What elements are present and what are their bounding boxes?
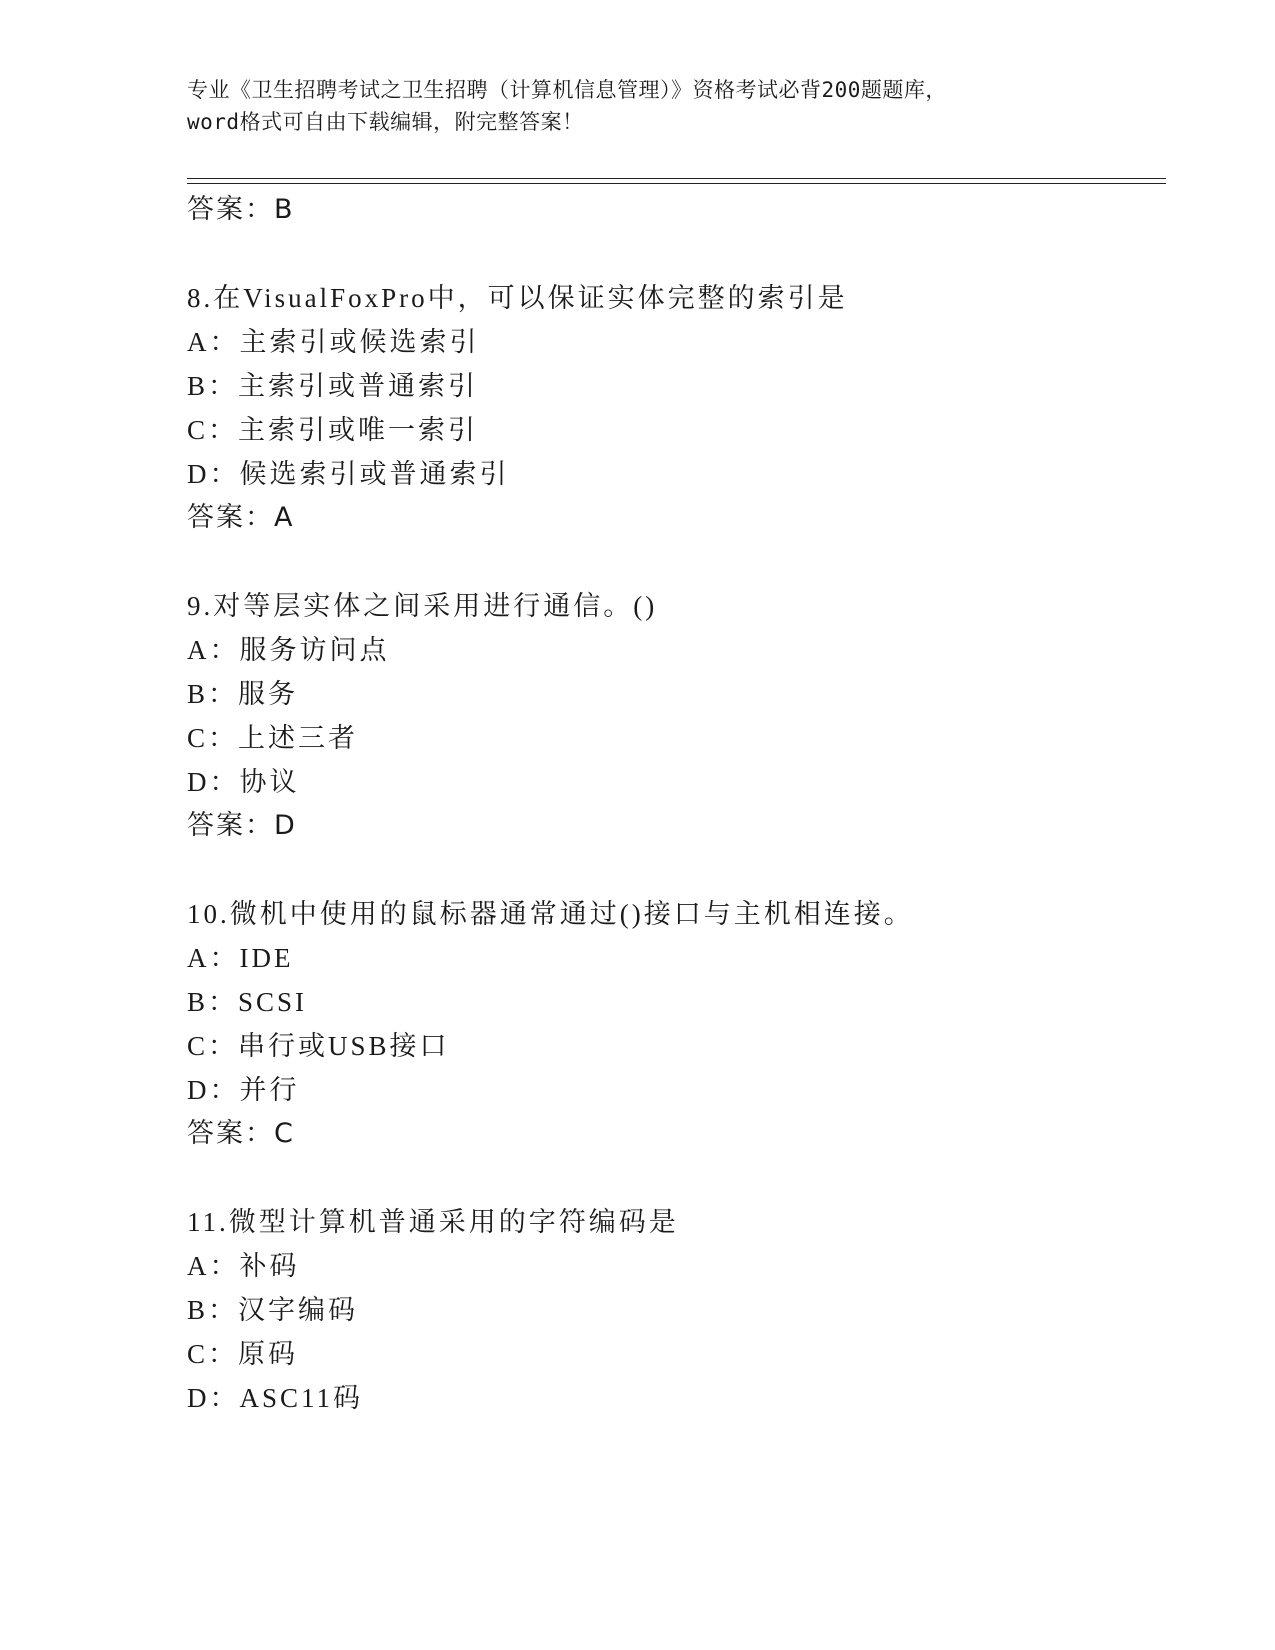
question-9-option-b: B：服务 <box>187 679 299 709</box>
question-11-stem: 11.微型计算机普通采用的字符编码是 <box>187 1207 679 1237</box>
question-8-option-a: A：主索引或候选索引 <box>187 327 480 357</box>
header-divider <box>187 178 1166 184</box>
question-10-option-d: D：并行 <box>187 1075 300 1105</box>
question-9-option-d: D：协议 <box>187 767 300 797</box>
question-11-option-d: D：ASC11码 <box>187 1383 364 1413</box>
question-11-option-b: B：汉字编码 <box>187 1295 359 1325</box>
answer-previous: 答案：B <box>187 194 295 225</box>
header-line-2: word格式可自由下载编辑，附完整答案！ <box>187 110 584 134</box>
question-8-option-c: C：主索引或唯一索引 <box>187 415 479 445</box>
question-8-option-d: D：候选索引或普通索引 <box>187 459 510 489</box>
question-8-answer: 答案：A <box>187 502 295 533</box>
question-9-option-c: C：上述三者 <box>187 723 359 753</box>
question-8-option-b: B：主索引或普通索引 <box>187 371 479 401</box>
question-10-option-c: C：串行或USB接口 <box>187 1031 450 1061</box>
question-11-option-a: A：补码 <box>187 1251 300 1281</box>
question-9-option-a: A：服务访问点 <box>187 635 390 665</box>
question-8-stem: 8.在VisualFoxPro中，可以保证实体完整的索引是 <box>187 283 848 313</box>
question-10-answer: 答案：C <box>187 1118 295 1149</box>
question-10-option-b: B：SCSI <box>187 987 308 1017</box>
question-9-answer: 答案：D <box>187 810 297 841</box>
question-10-stem: 10.微机中使用的鼠标器通常通过()接口与主机相连接。 <box>187 899 914 929</box>
header-line-1: 专业《卫生招聘考试之卫生招聘（计算机信息管理）》资格考试必背200题题库， <box>187 78 947 102</box>
question-11-option-c: C：原码 <box>187 1339 299 1369</box>
question-10-option-a: A：IDE <box>187 943 294 973</box>
question-9-stem: 9.对等层实体之间采用进行通信。() <box>187 591 658 621</box>
document-header <box>187 74 1087 138</box>
